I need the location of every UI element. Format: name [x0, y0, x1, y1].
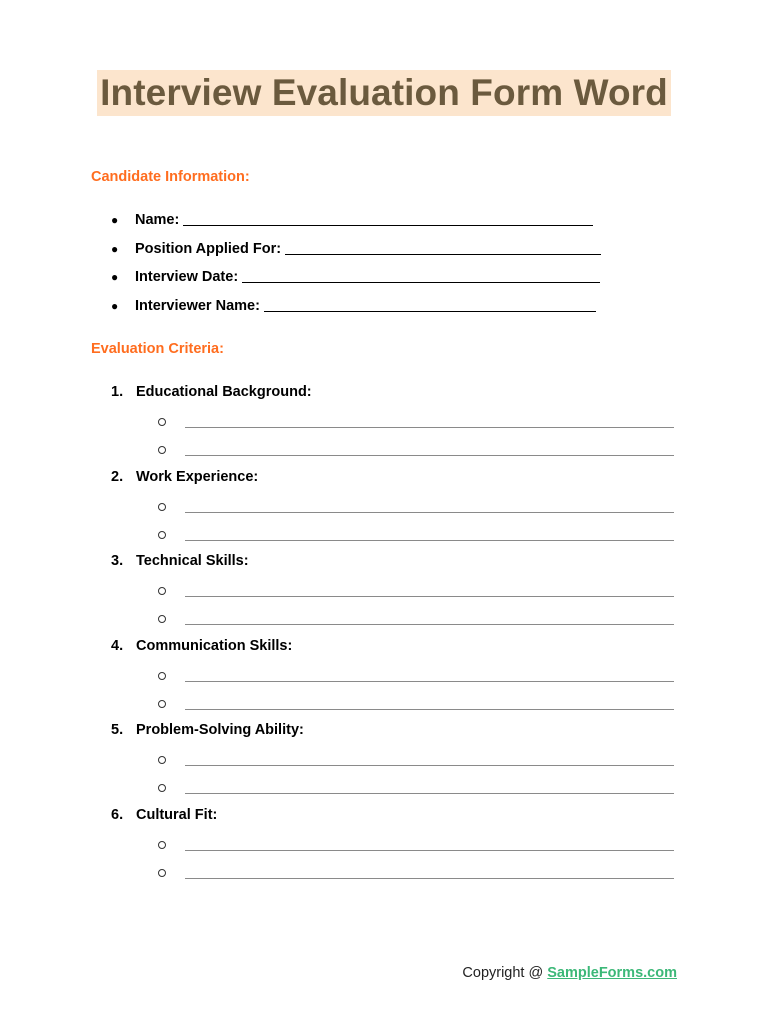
hollow-bullet-icon	[158, 531, 166, 539]
response-line[interactable]	[158, 442, 674, 460]
bullet-icon: ●	[111, 241, 119, 256]
criterion-label: Work Experience:	[136, 468, 259, 485]
response-line[interactable]	[158, 837, 674, 855]
criterion-number: 1.	[111, 384, 124, 400]
response-line[interactable]	[158, 865, 674, 883]
interview-date-label: Interview Date:	[135, 269, 239, 285]
interviewer-name-blank-line[interactable]	[264, 297, 596, 312]
candidate-info-list	[111, 211, 601, 325]
criterion-label: Technical Skills:	[136, 553, 249, 569]
copyright-text: Copyright @	[462, 965, 548, 981]
response-line[interactable]	[158, 668, 674, 686]
position-label: Position Applied For:	[135, 240, 282, 257]
criterion-number: 3.	[111, 553, 124, 569]
hollow-bullet-icon	[158, 446, 166, 454]
hollow-bullet-icon	[158, 587, 166, 595]
hollow-bullet-icon	[158, 418, 166, 426]
hollow-bullet-icon	[158, 672, 166, 680]
bullet-icon: ●	[111, 298, 119, 313]
bullet-icon: ●	[111, 270, 119, 284]
criterion-item	[111, 552, 312, 637]
hollow-bullet-icon	[158, 700, 166, 708]
interview-date-blank-line[interactable]	[242, 268, 600, 283]
copyright-footer	[462, 964, 677, 982]
interviewer-name-label: Interviewer Name:	[135, 297, 260, 314]
hollow-bullet-icon	[158, 869, 166, 877]
criterion-item	[111, 721, 312, 806]
response-line[interactable]	[158, 527, 674, 545]
hollow-bullet-icon	[158, 756, 166, 764]
evaluation-criteria-list	[111, 383, 312, 890]
candidate-information-heading: Candidate Information:	[91, 169, 250, 185]
criterion-item	[111, 806, 312, 891]
name-label: Name:	[135, 212, 180, 228]
criterion-item	[111, 383, 312, 468]
response-line[interactable]	[158, 611, 674, 629]
response-line[interactable]	[158, 499, 674, 517]
criterion-number: 2.	[111, 468, 124, 485]
name-field	[111, 211, 601, 240]
name-blank-line[interactable]	[183, 211, 593, 226]
criterion-label: Educational Background:	[136, 384, 312, 400]
criterion-item	[111, 637, 312, 722]
criterion-number: 6.	[111, 806, 124, 823]
criterion-label: Problem-Solving Ability:	[136, 722, 304, 738]
hollow-bullet-icon	[158, 503, 166, 511]
interview-date-field	[111, 268, 601, 297]
criterion-item	[111, 468, 312, 553]
interviewer-name-field	[111, 297, 601, 326]
criterion-number: 4.	[111, 637, 124, 654]
hollow-bullet-icon	[158, 841, 166, 849]
position-field	[111, 240, 601, 269]
evaluation-criteria-heading: Evaluation Criteria:	[91, 341, 224, 357]
response-line[interactable]	[158, 414, 674, 432]
response-line[interactable]	[158, 696, 674, 714]
hollow-bullet-icon	[158, 615, 166, 623]
criterion-number: 5.	[111, 722, 124, 738]
position-blank-line[interactable]	[285, 240, 601, 255]
bullet-icon: ●	[111, 213, 119, 227]
criterion-label: Communication Skills:	[136, 637, 293, 654]
page-title: Interview Evaluation Form Word	[97, 70, 671, 116]
hollow-bullet-icon	[158, 784, 166, 792]
response-line[interactable]	[158, 752, 674, 770]
title-container	[0, 70, 768, 116]
criterion-label: Cultural Fit:	[136, 806, 218, 823]
sampleforms-link[interactable]: SampleForms.com	[547, 965, 677, 981]
response-line[interactable]	[158, 583, 674, 601]
response-line[interactable]	[158, 780, 674, 798]
